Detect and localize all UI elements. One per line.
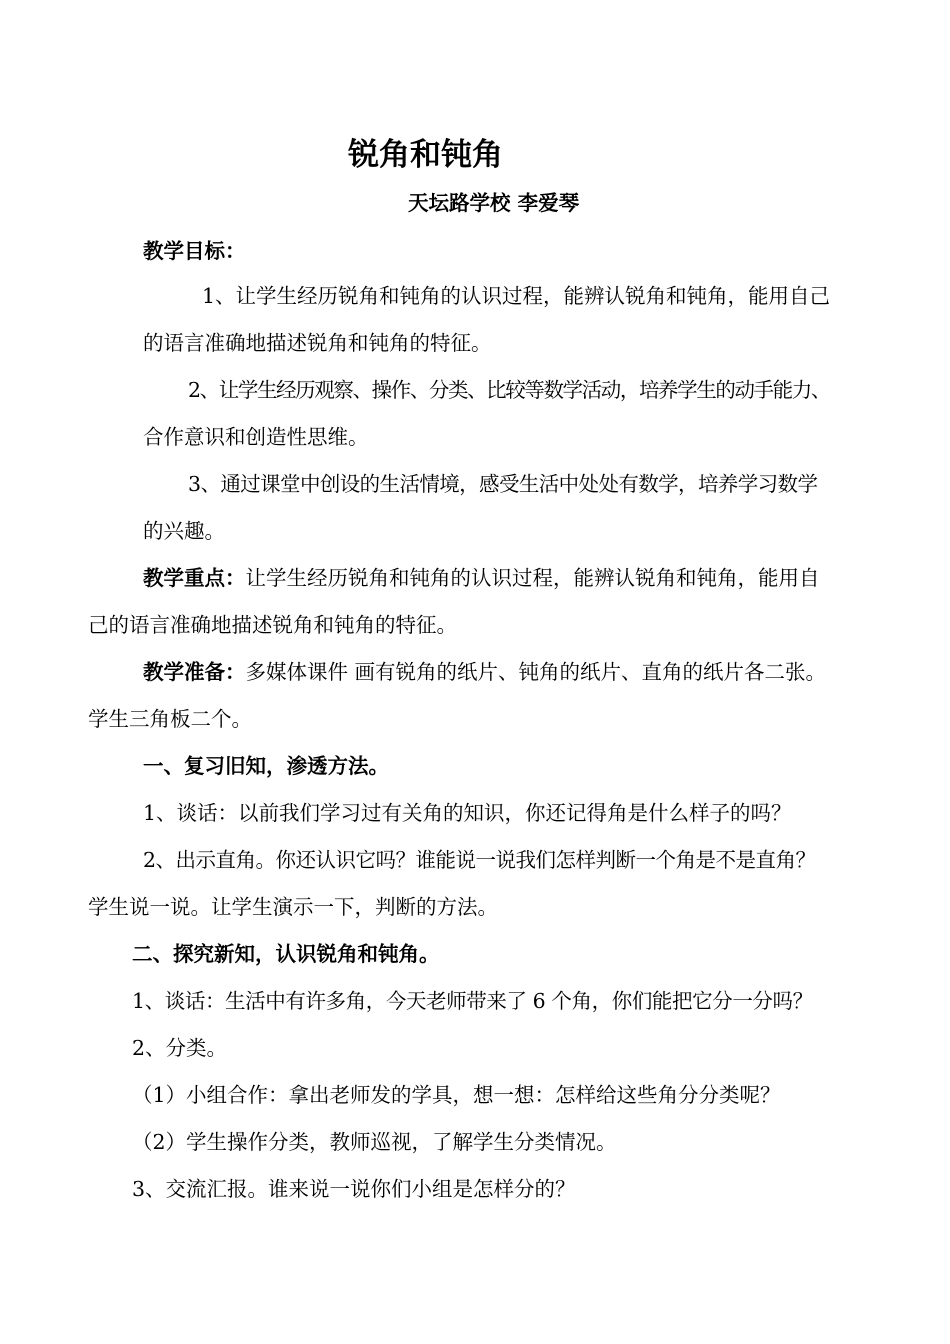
goal-3-line-2: 的兴趣。 [143, 519, 225, 543]
document-author: 天坛路学校 李爱琴 [408, 191, 580, 215]
goal-3-line-1: 3、通过课堂中创设的生活情境，感受生活中处处有数学，培养学习数学 [188, 472, 818, 496]
section-1-item-2-line-2: 学生说一说。让学生演示一下，判断的方法。 [88, 895, 498, 919]
section-1-item-2-line-1: 2、出示直角。你还认识它吗？谁能说一说我们怎样判断一个角是不是直角？ [143, 848, 816, 872]
preparation-paragraph [143, 657, 826, 687]
preparation-line-2: 学生三角板二个。 [88, 707, 252, 731]
goal-2-line-2: 合作意识和创造性思维。 [143, 425, 369, 449]
section-2-item-2: 2、分类。 [132, 1036, 228, 1060]
section-1-item-1: 1、谈话：以前我们学习过有关角的知识，你还记得角是什么样子的吗？ [143, 801, 792, 825]
goal-1-line-2: 的语言准确地描述锐角和钝角的特征。 [143, 331, 492, 355]
preparation-text: 多媒体课件 画有锐角的纸片、钝角的纸片、直角的纸片各二张。 [245, 660, 827, 684]
document-title: 锐角和钝角 [348, 137, 503, 173]
section-2-item-2-b: （2）学生操作分类，教师巡视，了解学生分类情况。 [132, 1130, 617, 1154]
key-points-line-2: 己的语言准确地描述锐角和钝角的特征。 [88, 613, 457, 637]
key-points-label: 教学重点： [143, 566, 246, 590]
key-points-text: 让学生经历锐角和钝角的认识过程，能辨认锐角和钝角，能用自 [245, 566, 820, 590]
goals-heading: 教学目标： [143, 239, 246, 263]
preparation-label: 教学准备： [143, 660, 246, 684]
section-2-item-3: 3、交流汇报。谁来说一说你们小组是怎样分的？ [132, 1177, 576, 1201]
section-1-heading: 一、复习旧知，渗透方法。 [143, 754, 389, 778]
goal-1-line-1: 1、让学生经历锐角和钝角的认识过程，能辨认锐角和钝角，能用自己 [202, 284, 831, 308]
section-2-heading: 二、探究新知，认识锐角和钝角。 [132, 942, 440, 966]
goal-2-line-1: 2、让学生经历观察、操作、分类、比较等数学活动，培养学生的动手能力、 [188, 378, 830, 402]
section-2-item-1: 1、谈话：生活中有许多角，今天老师带来了 6 个角，你们能把它分一分吗？ [132, 989, 813, 1013]
key-points-paragraph [143, 563, 820, 593]
section-2-item-2-a: （1）小组合作：拿出老师发的学具，想一想：怎样给这些角分分类呢？ [132, 1083, 781, 1107]
